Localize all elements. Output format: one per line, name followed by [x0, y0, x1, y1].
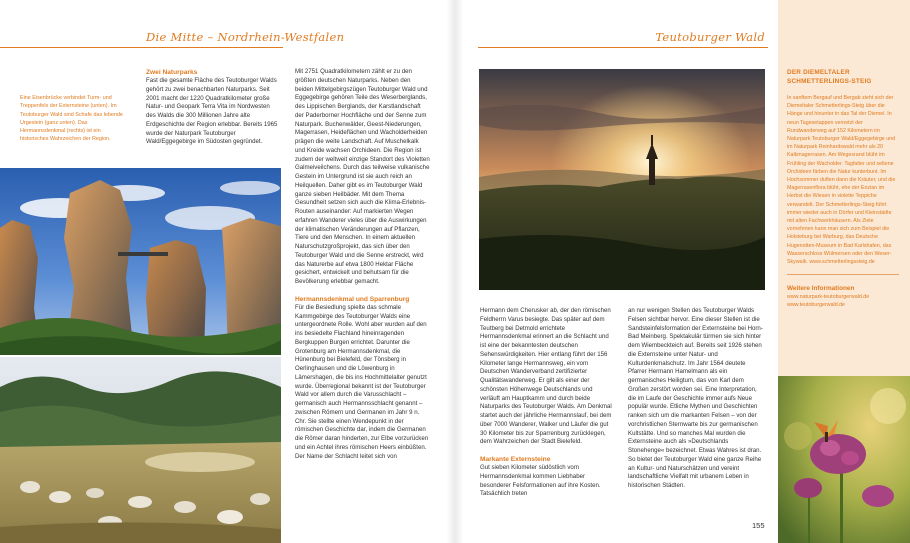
photo-hermannsdenkmal [479, 69, 765, 290]
sidebar-divider [787, 274, 899, 275]
text-column-1 [146, 68, 280, 147]
section-heading-naturparks: Zwei Naturparks [146, 69, 198, 76]
photo-heath-sheep [0, 357, 281, 543]
text-column-2 [295, 68, 430, 461]
paragraph: Mit 2751 Quadratkilometern zählt er zu den größten deutschen Naturparks. Neben den beiden Mittelgebirgszügen Teutoburger Wald und Eggegebirge gehören Teile des Weserberglands, des Lippischen Berglands, der Karstlandschaft der Paderborner Hochfläche und der Senne zum Naturpark. Buchenwälder, Geest-Niederungen, Magerrasen, Heideflächen und Wacholderheiden prägen die weite Landschaft. Auf Muschelkalk und Kreide wachsen Orchideen. Die Region ist zudem der weltweit einzige Standort des Violetten Galmeiveilchens. Durch das teilweise vulkanische Gestein im Untergrund ist sie auch reich an Heilquellen. Daher gibt es im Teutoburger Wald ganze sieben Heilbäder. Mit dem Thema Gesundheit setzen sich auch die Klima-Erlebnis-Routen auseinander: Auf markierten Wegen erfahren Wanderer vieles über die Auswirkungen der klimatischen Veränderungen auf Pflanzen, Tiere und den Menschen. In einem aktuellen Naturschutzgroßprojekt, das sich über den Teutoburger Wald und die Senne erstreckt, wird das Naturerbe auf etwa 1800 Hektar Fläche gesichert, entwickelt und behutsam für die Bevölkerung erlebbar gemacht. [295, 68, 430, 285]
sidebar-title: DER DIEMELTALER SCHMETTERLINGS-STEIG [787, 69, 872, 85]
paragraph: an nur wenigen Stellen des Teutoburger Walds Felsen sichtbar hervor. Eine dieser Stellen ist die Sandsteinfelsformation der Externsteine bei Horn-Bad Meinberg. Spektakulär türmen sie sich hinter dem Wiembeckteich auf. Bereits seit 1926 stehen die Externsteine unter Natur- und Kulturdenkmalschutz. Im Jahr 1564 deutete Pfarrer Hermann Hamelmann als ein germanisches Heiligtum, das von Karl dem Großen zerstört worden sei. Eine Interpretation, die im Laufe der Geschichte immer aufs Neue populär wurde. Etliche Mythen und Geschichten ranken sich um die markanten Felsen – von der vorchristlichen Sternwarte bis zur germanischen Kultstätte. Und so manches Mal wurden die Externsteine auch als »Deutschlands Stonehenge« bezeichnet. Etwas Wahres ist dran. So bietet der Teutoburger Wald eine ganze Reihe an Kultur- und Naturschätzen und vereint landschaftliche Vielfalt mit urbanem Leben in historischen Städten. [628, 307, 763, 489]
image-caption: Eine Eisenbrücke verbindet Turm- und Treppenfels der Externsteine (unten). Im Teutoburger Wald sind Schafe das lebende Urgestein (ganz unten). Das Hermannsdenkmal (rechts) ist ein historisches Wahrzeichen der Region. [20, 95, 123, 143]
header-rule-left [0, 47, 283, 48]
photo-externsteine [0, 168, 281, 355]
paragraph-gap [295, 287, 430, 295]
paragraph: Für die Besiedlung spielte das schmale Kammgebirge des Teutoburger Walds eine untergeordnete Rolle. Wohl aber wurden auf den ins besiedelte Flachland hineinragenden Bergkuppen Burgen errichtet. Darunter die Grotenburg am Hermannsdenkmal, die Hünenburg bei Bielefeld, der Tönsberg in Oerlinghausen und die Löwenburg in Lämershagen, die bis ins Hochmittelalter genutzt wurde. Überregional bekannt ist der Teutoburger Wald vor allem durch die Varusschlacht – germanisch auch Hermannsschlacht genannt – zwischen Römern und Germanen im Jahr 9 n. Chr. Sie stellte einen Wendepunkt in der römischen Geschichte dar, indem die Germanen die Römer daran hinderten, zur Elbe vorzurücken und ein Achtel ihres römischen Heers einbüßten. Der Name der Schlacht leitet sich von [295, 303, 429, 460]
gutter-shadow [446, 0, 464, 543]
paragraph-gap [480, 447, 614, 455]
text-column-3 [480, 307, 614, 499]
running-head-left: Die Mitte – Nordrhein-Westfalen [146, 30, 345, 44]
text-column-4 [628, 307, 765, 491]
running-head-right: Teutoburger Wald [655, 30, 765, 44]
header-rule-right [478, 47, 768, 48]
paragraph: Hermann dem Cherusker ab, der den römischen Feldherrn Varus besiegte. Das später auf dem Teutberg bei Detmold errichtete Hermannsdenkmal erinnert an die Schlacht und ist eine der bekanntesten deutschen Sehenswürdigkeiten. Hier entlang führt der 156 Kilometer lange Hermannsweg, ein vom Deutschen Wanderverband zertifizierter Qualitätswanderweg. Er gilt als einer der schönsten Höhenwege Deutschlands und verläuft am Hauptkamm und durch beide Naturparks des Teutoburger Walds. Am Denkmal startet auch der jährliche Hermannslauf, bei dem über 7000 Wanderer, Walker und Läufer die gut 30 Kilometer bis zur Sparrenburg zurücklegen, dem Wahrzeichen der Stadt Bielefeld. [480, 307, 612, 446]
photo-butterfly-flower [778, 376, 910, 543]
paragraph: Gut sieben Kilometer südöstlich vom Hermannsdenkmal kommen Liebhaber besonderer Felsformationen auf ihre Kosten. Tatsächlich treten [480, 464, 601, 498]
sidebar-content [787, 68, 899, 310]
section-heading-hermannsdenkmal: Hermannsdenkmal und Sparrenburg [295, 295, 410, 303]
more-info-title: Weitere Informationen [787, 285, 855, 293]
sidebar-text: In sanftem Bergauf und Bergab zieht sich der Diemeltaler Schmetterlings-Steig über die Hänge und hinunter in das Tal der Diemel. In neun Tagesetappen vernetzt der Rundwanderweg auf 152 Kilometern im Naturpark Teutoburger Wald/Eggegebirge und im Naturpark Reinhardswald mehr als 20 Kalkmagerrasen. Am Wegesrand blüht im Frühling der Wacholder. Tagfalter und seltene Orchideen färben die Natur kunterbunt. Im Hochsommer duften dann die Kräuter, und die Magerrasenflora blüht, ehe der Enzian im Herbst die Wiesen in violette Teppiche verwandelt. Der Schmetterlings-Steig führt immer wieder auch in Dörfer und Kleinstädte mit alten Fachwerkhäusern. Als Ziele vornehmen kann man sich zum Beispiel die Holsteburg bei Warburg, das Deutsche Hugenotten-Museum in Bad Karlshafen, das Wasserschloss Wülmersen oder den Weser-Skywalk. www.schmetterlingssteig.de [787, 95, 896, 266]
paragraph: Fast die gesamte Fläche des Teutoburger Walds gehört zu zwei benachbarten Naturparks. Seit 2001 macht der 1220 Quadratkilometer große Natur- und Geopark Terra Vita im Nordwesten des Walds die 300 Millionen Jahre alte Erdgeschichte der Region erlebbar. Bereits 1965 wurde der Naturpark Teutoburger Wald/Eggegebirge im Südosten gegründet. [146, 77, 278, 146]
link-teutoburgerwald[interactable]: www.teutoburgerwald.de [787, 302, 846, 309]
section-heading-externsteine: Markante Externsteine [480, 456, 551, 463]
page-number: 155 [752, 521, 765, 530]
link-naturpark[interactable]: www.naturpark-teutoburgerwald.de [787, 294, 870, 301]
